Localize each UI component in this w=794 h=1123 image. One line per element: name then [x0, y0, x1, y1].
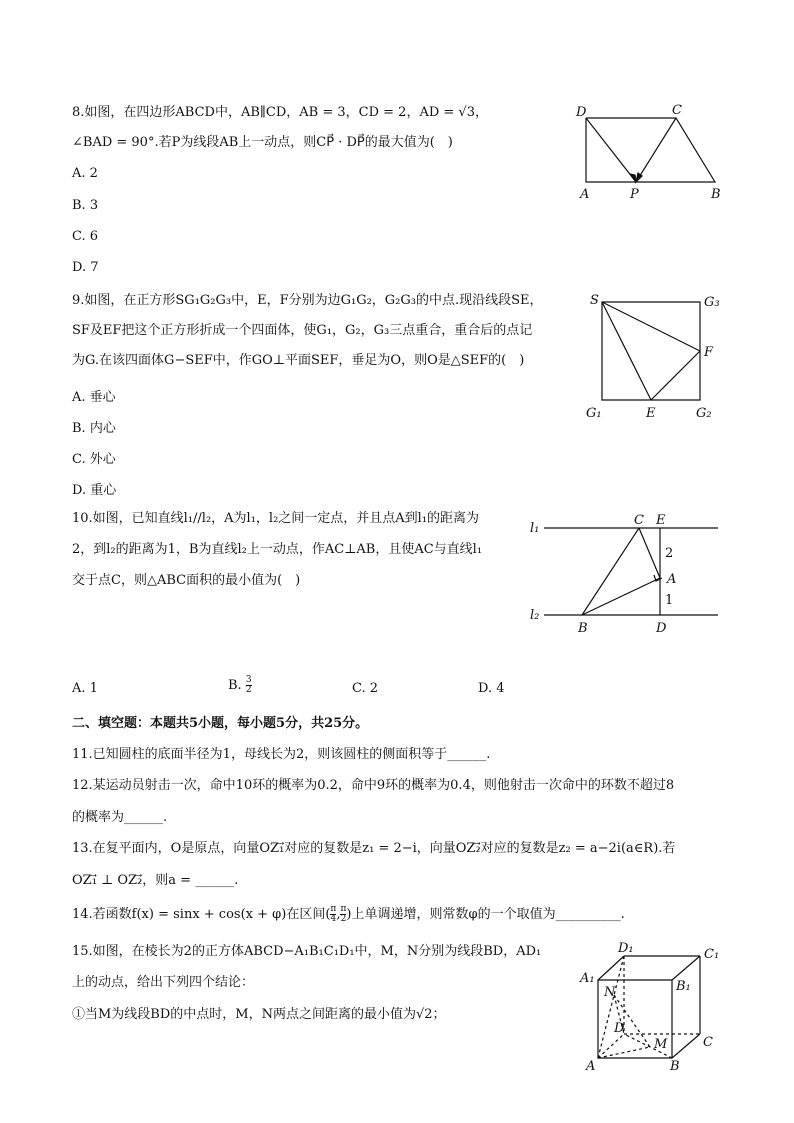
- q15-edge-bc: [672, 1034, 700, 1058]
- q8-arrowhead: [630, 174, 636, 182]
- q8-option-a[interactable]: A. 2: [72, 166, 98, 181]
- q8-option-d[interactable]: D. 7: [72, 260, 99, 275]
- q15-label-n: N: [604, 985, 616, 1000]
- q15-line2: 上的动点，给出下列四个结论：: [72, 975, 255, 990]
- q15-label-a: A: [586, 1059, 596, 1074]
- q15-label-b1: B₁: [676, 979, 691, 994]
- q15-label-b: B: [670, 1059, 680, 1074]
- q8-label-a: A: [580, 187, 590, 202]
- q9-segment-ef: [651, 351, 700, 400]
- q10-label-e: E: [656, 513, 666, 528]
- q8-label-d: D: [576, 105, 587, 120]
- q8-label-p: P: [630, 187, 639, 202]
- q9-label-e: E: [646, 406, 656, 421]
- q10-right-angle: [654, 575, 662, 581]
- q9-label-g3: G₃: [704, 295, 720, 310]
- q10-option-b-label: B.: [228, 678, 246, 693]
- q12-line2: 的概率为______.: [72, 810, 168, 825]
- q10-segment-ca: [639, 528, 660, 578]
- q10-label-a: A: [667, 572, 677, 587]
- q15-hidden-am: [598, 1047, 650, 1058]
- q9-label-f: F: [704, 345, 714, 360]
- q9-figure: [580, 290, 730, 420]
- q9-segment-se: [602, 302, 651, 400]
- q9-line3: 为G.在该四面体G−SEF中，作GO⊥平面SEF，垂足为O，则O是△SEF的( ): [72, 353, 525, 368]
- q14-post: )上单调递增，则常数φ的一个取值为__________.: [346, 907, 625, 922]
- q15-hidden-ad: [598, 1034, 624, 1058]
- q8-option-b[interactable]: B. 3: [72, 198, 99, 213]
- q8-option-c[interactable]: C. 6: [72, 229, 99, 244]
- q15-label-d: D: [614, 1021, 625, 1036]
- q14-frac-pi-4: $\frac{\pi}{4}$: [330, 904, 337, 924]
- q15-line3: ①当M为线段BD的中点时，M，N两点之间距离的最小值为√2；: [72, 1007, 446, 1022]
- q10-line1: 10.如图，已知直线l₁//l₂，A为l₁，l₂之间一定点，并且点A到l₁的距离为: [72, 511, 480, 526]
- q10-label-b: B: [578, 621, 588, 636]
- q10-line2: 2，到l₂的距离为1，B为直线l₂上一动点，作AC⊥AB，且使AC与直线l₁: [72, 542, 483, 557]
- q9-option-b[interactable]: B. 内心: [72, 421, 116, 436]
- q9-option-d[interactable]: D. 重心: [72, 483, 117, 498]
- q13-line1: 13.在复平面内，O是原点，向量OZ₁⃗对应的复数是z₁ = 2−i，向量OZ₂⃗对应的复数是z₂ = a−2i(a∈R).若: [72, 841, 676, 856]
- q9-option-a[interactable]: A. 垂心: [72, 390, 116, 405]
- q10-label-d: D: [656, 621, 667, 636]
- q14-frac-pi-2: $\frac{\pi}{2}$: [340, 904, 347, 924]
- q15-line1: 15.如图，在棱长为2的正方体ABCD−A₁B₁C₁D₁中，M，N分别为线段BD，AD₁: [72, 944, 542, 959]
- q8-line1: 8.如图，在四边形ABCD中，AB∥CD，AB = 3，CD = 2，AD = √3，: [72, 105, 488, 120]
- section-heading-fill-in: 二、填空题：本题共5小题，每小题5分，共25分。: [72, 716, 369, 731]
- q10-label-l1: l₁: [530, 521, 540, 536]
- q9-option-c[interactable]: C. 外心: [72, 452, 116, 467]
- q9-label-g1: G₁: [586, 406, 602, 421]
- q11-text: 11.已知圆柱的底面半径为1，母线长为2，则该圆柱的侧面积等于______.: [72, 747, 491, 762]
- q15-label-m: M: [654, 1037, 668, 1052]
- q15-label-d1: D₁: [618, 941, 634, 956]
- q8-segment-cp: [636, 118, 676, 182]
- q9-label-s: S: [590, 293, 599, 308]
- q10-label-c: C: [634, 513, 644, 528]
- q15-edge-a1d1: [598, 956, 624, 980]
- q15-label-a1: A₁: [580, 971, 595, 986]
- q8-figure: [572, 100, 732, 210]
- q10-option-c[interactable]: C. 2: [352, 681, 379, 696]
- q10-label-l2: l₂: [530, 608, 540, 623]
- q10-option-b-fraction: $\frac{3}{2}$: [245, 675, 252, 695]
- q10-label-1: 1: [665, 593, 674, 608]
- q9-square: [602, 302, 700, 400]
- q10-option-b[interactable]: [228, 676, 252, 695]
- q8-line2: ∠BAD = 90°.若P为线段AB上一动点，则CP⃗ · DP⃗的最大值为( ): [72, 135, 453, 150]
- q15-hidden-ad1: [598, 956, 624, 1058]
- q10-option-a[interactable]: A. 1: [72, 681, 98, 696]
- q10-label-2: 2: [665, 546, 674, 561]
- q10-option-d[interactable]: D. 4: [478, 681, 505, 696]
- q9-label-g2: G₂: [696, 406, 712, 421]
- q8-quad-outline: [586, 118, 715, 182]
- q8-label-b: B: [711, 187, 721, 202]
- q10-line3: 交于点C，则△ABC面积的最小值为( ): [72, 573, 301, 588]
- q10-figure: [528, 508, 748, 638]
- q8-segment-dp: [586, 118, 636, 182]
- q14-text: [72, 905, 625, 924]
- q12-line1: 12.某运动员射击一次，命中10环的概率为0.2，命中9环的概率为0.4，则他射击一次命中的环数不超过8: [72, 778, 675, 793]
- q14-comma: ,: [336, 907, 341, 922]
- q15-label-c: C: [703, 1035, 713, 1050]
- q15-edge-b1c1: [672, 956, 700, 980]
- q15-cube-figure: [578, 940, 738, 1074]
- q9-line2: SF及EF把这个正方形折成一个四面体，使G₁，G₂，G₃三点重合，重合后的点记: [72, 323, 533, 338]
- q9-segment-sf: [602, 302, 700, 351]
- q8-label-c: C: [672, 103, 682, 118]
- q14-pre: 14.若函数f(x) = sinx + cos(x + φ)在区间(: [72, 907, 331, 922]
- q15-label-c1: C₁: [704, 947, 720, 962]
- q9-line1: 9.如图，在正方形SG₁G₂G₃中，E，F分别为边G₁G₂，G₂G₃的中点.现沿线段SE，: [72, 293, 543, 308]
- q13-line2: OZ₁⃗ ⊥ OZ₂⃗，则a = ______.: [72, 873, 239, 888]
